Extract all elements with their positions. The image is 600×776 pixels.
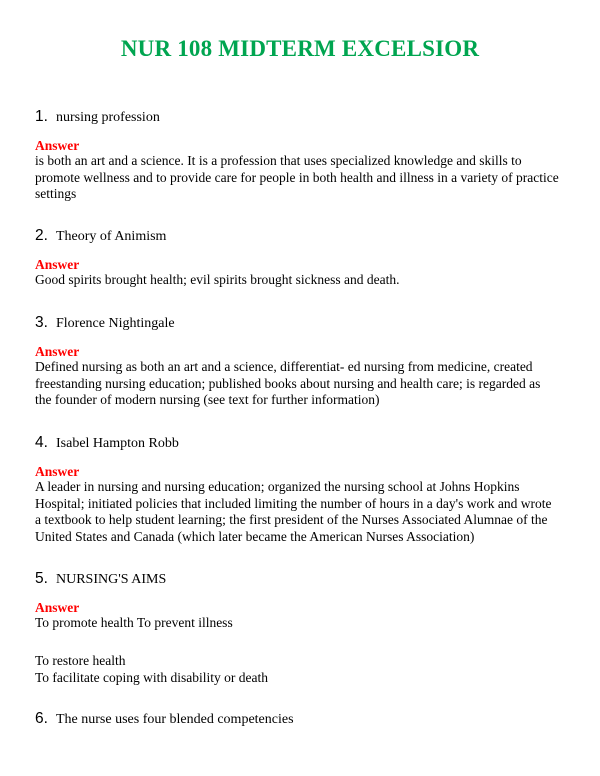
answer-line: the founder of modern nursing (see text for further information) [35,392,380,407]
question-6 [35,710,575,728]
question-block-5 [35,570,575,632]
question-text: NURSING'S AIMS [56,572,167,587]
answer-label: Answer [35,344,80,359]
question-block-2 [35,227,575,289]
answer-line: Hospital; initiated policies that included limiting the number of hours in a day's work and wrote [35,495,552,511]
answer-line: To promote health To prevent illness [35,615,233,630]
question-text: nursing profession [56,110,160,125]
answer-label: Answer [35,464,80,479]
question-number: 6. [35,710,48,727]
question-1 [35,108,575,126]
question-block-1 [35,108,575,203]
answer-line: Good spirits brought health; evil spirits brought sickness and death. [35,272,400,287]
answer-line: To facilitate coping with disability or death [35,669,268,685]
answer-line: Defined nursing as both an art and a science, differentiat- ed nursing from medicine, created [35,359,533,374]
answer-line: promote wellness and to provide care for people in both health and illness in a variety of practice [35,169,559,185]
question-block-6 [35,710,575,728]
question-5 [35,570,575,588]
answer-text [35,479,575,545]
answer-line: a textbook to help student learning; the first president of the Nurses Associated Alumnae of the [35,512,548,527]
answer-label: Answer [35,257,80,272]
question-number: 3. [35,314,48,331]
answer-line: To restore health [35,653,126,668]
question-block-4 [35,434,575,545]
question-number: 1. [35,108,48,125]
question-block-3 [35,314,575,409]
question-4 [35,434,575,452]
question-number: 5. [35,570,48,587]
question-text: Isabel Hampton Robb [56,436,179,451]
answer-text [35,615,575,632]
question-2 [35,227,575,245]
document-title: NUR 108 MIDTERM EXCELSIOR [120,36,480,61]
answer-line: freestanding nursing education; published books about nursing and health care; is regarded as [35,375,541,391]
answer-line: United States and Canada (which later became the American Nurses Association) [35,528,475,544]
answer-line: settings [35,186,77,201]
question-text: Florence Nightingale [56,316,175,331]
question-number: 4. [35,434,48,451]
question-text: Theory of Animism [56,229,167,244]
question-text: The nurse uses four blended competencies [56,712,294,727]
answer-continuation [35,653,268,686]
answer-text [35,153,575,203]
question-number: 2. [35,227,48,244]
answer-label: Answer [35,138,80,153]
answer-line: is both an art and a science. It is a profession that uses specialized knowledge and skills to [35,153,522,168]
answer-text [35,359,575,409]
answer-label: Answer [35,600,80,615]
answer-line: A leader in nursing and nursing education; organized the nursing school at Johns Hopkins [35,479,520,494]
question-3 [35,314,575,332]
answer-text [35,272,575,289]
